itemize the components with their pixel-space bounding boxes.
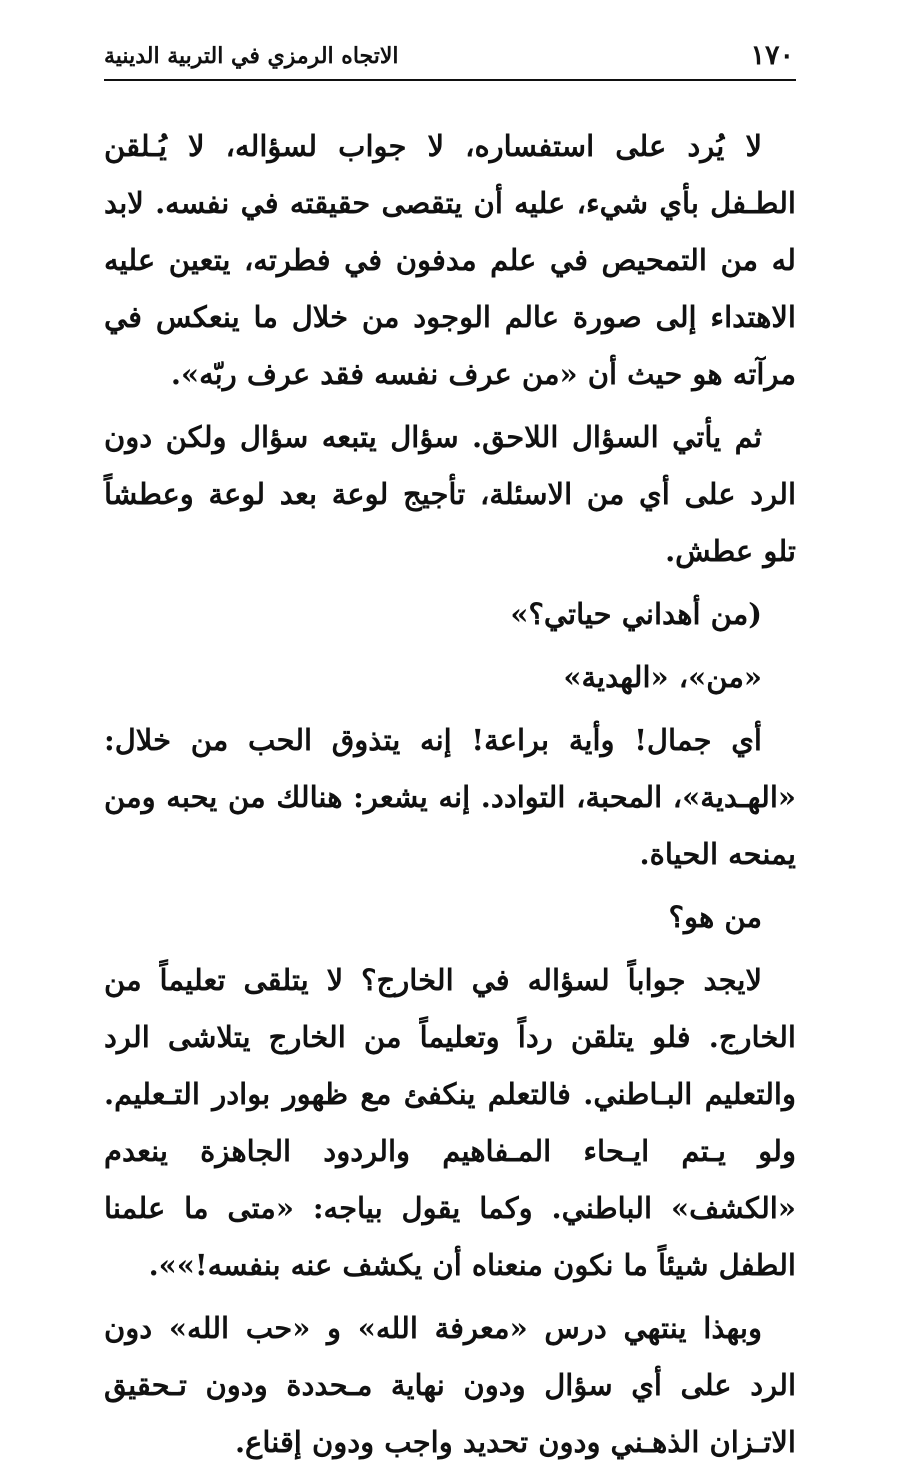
- page-number: ١٧٠: [750, 40, 794, 71]
- paragraph-3: (من أهداني حياتي؟»: [510, 597, 762, 631]
- paragraph-2: ثم يأتي السؤال اللاحق. سؤال يتبعه سؤال ولكن دون الرد على أي من الاسئلة، تأجيج لوعة بعد لوعة وعطشاً تلو عطش.: [104, 420, 796, 568]
- paragraph-5: أي جمال! وأية براعة! إنه يتذوق الحب من خلال: «الهـدية»، المحبة، التوادد. إنه يشعر: هنالك من يحبه ومن يمنحه الحياة.: [104, 723, 796, 871]
- paragraph-8: وبهذا ينتهي درس «معرفة الله» و «حب الله» دون الرد على أي سؤال ودون نهاية مـحددة ودون تـحقيق الاتـزان الذهـني ودون تحديد واجب ودون إقناع.: [104, 1311, 796, 1459]
- paragraph-4: «من»، «الهدية»: [563, 660, 762, 694]
- header-rule: [104, 79, 796, 81]
- paragraph-1: لا يُرد على استفساره، لا جواب لسؤاله، لا يُـلقن الطـفل بأي شيء، عليه أن يتقصى حقيقته في نفسه. لابد له من التمحيص في علم مدفون في فطرته، يتعين عليه الاهتداء إلى صورة عالم الوجود من خلال ما ينعكس في مرآته هو حيث أن «من عرف نفسه فقد عرف ربّه».: [104, 129, 796, 391]
- running-title: الاتجاه الرمزي في التربية الدينية: [104, 43, 399, 69]
- paragraph-7: لايجد جواباً لسؤاله في الخارج؟ لا يتلقى تعليماً من الخارج. فلو يتلقن رداً وتعليماً من الخارج يتلاشى الرد والتعليم البـاطني. فالتعلم ينكفئ مع ظهور بوادر التـعليم. ولو يـتم ايـحاء المـفاهيم والردود الجاهزة ينعدم «الكشف» الباطني. وكما يقول بياجه: «متى ما علمنا الطفل شيئاً ما نكون منعناه أن يكشف عنه بنفسه!»».: [104, 963, 796, 1282]
- page-header: [104, 36, 794, 80]
- paragraph-6: من هو؟: [668, 900, 762, 934]
- body-text: [104, 118, 796, 1477]
